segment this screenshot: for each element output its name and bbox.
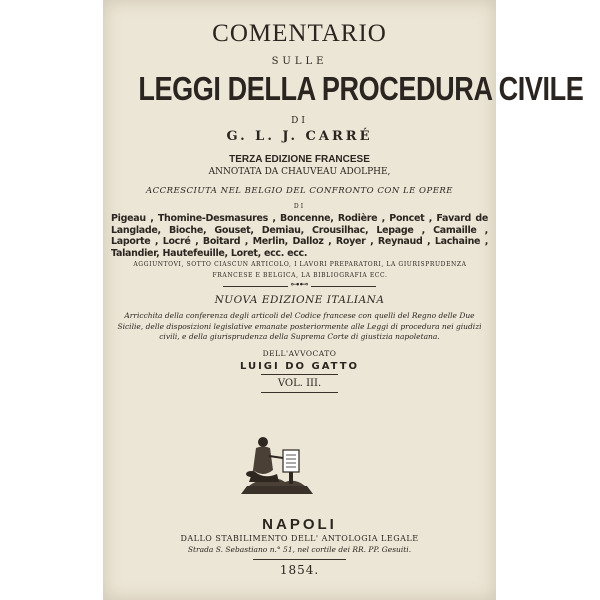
heading-comentario: COMENTARIO [212,20,387,47]
ornament: ⊶⊷ [290,280,309,290]
city: NAPOLI [262,516,337,533]
arricchita-note: Arricchita della conferenza degli articoli del Codice francese con quelli del Regno delle Due Sicilie, delle disposizioni legislative emanate posteriormente alle Leggi di procedura nei giudizi civili, e della giurisprudenza della Suprema Corte di giustizia napoletana. [117,311,482,341]
aggiuntovi-note: AGGIUNTOVI, SOTTO CIASCUN ARTICOLO, I LAVORI PREPARATORI, LA GIURISPRUDENZA FRANCESE E BELGICA, LA BIBLIOGRAFIA ECC. [133,261,467,279]
year-rule [253,559,346,560]
heading-sulle: SULLE [271,56,328,67]
annotated-line: ANNOTATA DA CHAUVEAU ADOLPHE, [208,167,391,177]
volume-rule-bottom [261,392,338,393]
publisher-address: Strada S. Sebastiano n.° 51, nel cortile dei RR. PP. Gesuiti. [187,545,412,554]
nuova-edizione: NUOVA EDIZIONE ITALIANA [214,294,385,306]
cited-authors: Pigeau , Thomine-Desmasures , Boncenne, Rodière , Poncet , Favard de Langlade, Bioche, Gouset, Demiau, Crousilhac, Lepage , Camaille , Laporte , Locré , Boitard , Merlin, Dalloz , Royer , Reynaud , Lachaine , Talandier, Hautefeuille, Loret, ecc. ecc. [111,213,488,259]
editor-name: LUIGI DO GATTO [239,361,360,372]
divider-right [311,286,376,287]
publisher: DALLO STABILIMENTO DELL' ANTOLOGIA LEGALE [180,534,419,543]
accresciuta-line: ACCRESCIUTA NEL BELGIO DEL CONFRONTO CON LE OPERE [145,186,454,196]
edition-line: TERZA EDIZIONE FRANCESE [229,154,370,165]
preposition-di-small: DI [293,203,306,210]
title-page [103,0,584,600]
volume-rule-top [261,374,338,375]
volume-number: VOL. III. [277,378,322,389]
allegorical-vignette-icon [239,428,315,496]
main-title: LEGGI DELLA PROCEDURA CIVILE [138,70,584,107]
author-name: G. L. J. CARRÉ [226,129,373,144]
preposition-di: DI [291,116,308,126]
dell-avvocato: DELL'AVVOCATO [262,349,337,358]
publication-year: 1854. [279,563,320,577]
